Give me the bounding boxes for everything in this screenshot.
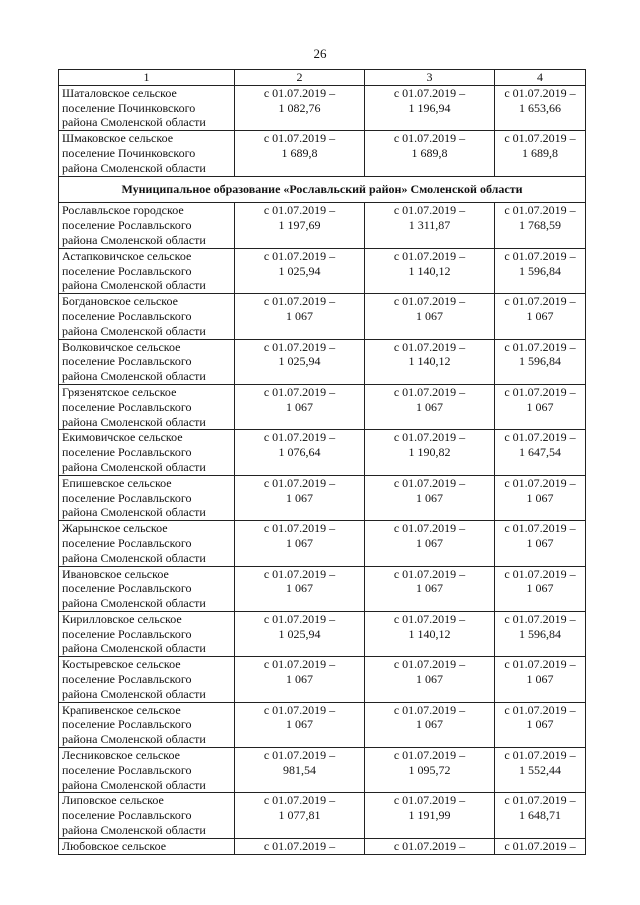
settlement-name-line: района Смоленской области [62,641,206,656]
cell-line: 1 067 [416,490,443,505]
cell-line: с 01.07.2019 – [263,475,336,490]
cell-line: с 01.07.2019 – [263,85,336,100]
settlement-name-line: поселение Рославльского [62,535,192,550]
tariff-value-cell [365,430,495,475]
settlement-name-line: Шмаковское сельское [62,131,174,146]
cell-line: 1 596,84 [519,354,561,369]
settlement-name-line: поселение Рославльского [62,490,192,505]
table-header-row [59,70,586,86]
table-row [59,838,586,854]
tariff-value-cell [235,248,365,293]
cell-line: с 01.07.2019 – [504,294,576,309]
table-row [59,657,586,702]
cell-line: с 01.07.2019 – [263,793,336,808]
cell-line: 1 196,94 [408,100,451,115]
settlement-name-line: Ивановское сельское [62,566,169,581]
settlement-name-line: Екимовичское сельское [62,430,183,445]
cell-line: 1 067 [416,581,443,596]
cell-line: с 01.07.2019 – [504,248,576,263]
table-row [59,702,586,747]
settlement-name-line: района Смоленской области [62,115,206,130]
table-row [59,384,586,429]
tariff-value-cell [235,339,365,384]
table-row [59,203,586,248]
tariff-value-cell [235,384,365,429]
settlement-name-cell [59,521,235,566]
cell-line: 1 648,71 [519,808,561,823]
settlement-name-line: района Смоленской области [62,160,206,175]
settlement-name-line: поселение Рославльского [62,581,192,596]
table-row [59,566,586,611]
settlement-name-line: поселение Рославльского [62,762,192,777]
cell-line: 1 067 [526,399,554,414]
cell-line: 1 067 [286,672,313,687]
table-row [59,521,586,566]
settlement-name-cell [59,430,235,475]
cell-line: с 01.07.2019 – [263,131,336,146]
settlement-name-cell [59,384,235,429]
settlement-name-line: Богдановское сельское [62,294,178,309]
settlement-name-line: поселение Рославльского [62,445,192,460]
tariff-value-cell [495,566,586,611]
cell-line: с 01.07.2019 – [393,85,466,100]
settlement-name-line: поселение Рославльского [62,626,192,641]
cell-line: 1 647,54 [519,445,561,460]
tariff-value-cell [235,85,365,130]
tariff-value-cell [495,384,586,429]
cell-line: с 01.07.2019 – [263,566,336,581]
settlement-name-line: поселение Рославльского [62,308,192,323]
tariff-value-cell [365,294,495,339]
tariff-value-cell [365,793,495,838]
tariff-value-cell [235,611,365,656]
settlement-name-line: Волковичское сельское [62,339,181,354]
tariff-value-cell [495,793,586,838]
settlement-name-cell [59,131,235,176]
cell-line: 1 067 [286,581,313,596]
settlement-name-line: района Смоленской области [62,596,206,611]
cell-line: 1 067 [416,672,443,687]
cell-line: с 01.07.2019 – [263,702,336,717]
tariff-value-cell [365,339,495,384]
table-row [59,294,586,339]
cell-line: 1 067 [416,399,443,414]
settlement-name-line: поселение Рославльского [62,218,192,233]
settlement-name-line: поселение Починковского [62,100,196,115]
settlement-name-line: Жарынское сельское [62,521,168,536]
cell-line: 1 197,69 [278,218,321,233]
settlement-name-line: района Смоленской области [62,686,206,701]
cell-line: с 01.07.2019 – [393,748,466,763]
tariff-value-cell [365,566,495,611]
tariff-value-cell [495,521,586,566]
cell-line: 1 768,59 [519,218,561,233]
settlement-name-cell [59,611,235,656]
cell-line: с 01.07.2019 – [504,657,576,672]
cell-line: с 01.07.2019 – [504,521,576,536]
section-title: Муниципальное образование «Рославльский район» Смоленской области [59,176,586,203]
settlement-name-cell [59,838,235,854]
cell-line: 1 025,94 [278,263,321,278]
cell-line: с 01.07.2019 – [263,294,336,309]
settlement-name-cell [59,566,235,611]
cell-line: 1 191,99 [408,808,451,823]
tariff-value-cell [235,521,365,566]
cell-line: с 01.07.2019 – [393,430,466,445]
table-row [59,611,586,656]
settlement-name-line: района Смоленской области [62,278,206,293]
settlement-name-line: района Смоленской области [62,823,206,838]
cell-line: 1 190,82 [408,445,451,460]
settlement-name-line: Кирилловское сельское [62,611,182,626]
column-header: 2 [235,70,365,86]
cell-line: с 01.07.2019 – [393,566,466,581]
tariff-value-cell [495,248,586,293]
cell-line: с 01.07.2019 – [504,384,576,399]
settlement-name-line: района Смоленской области [62,777,206,792]
settlement-name-line: района Смоленской области [62,369,206,384]
settlement-name-line: поселение Рославльского [62,399,192,414]
tariff-value-cell [365,384,495,429]
cell-line: с 01.07.2019 – [393,521,466,536]
tariff-value-cell [235,475,365,520]
settlement-name-line: поселение Рославльского [62,263,192,278]
tariff-value-cell [365,85,495,130]
settlement-name-line: поселение Рославльского [62,808,192,823]
settlement-name-line: района Смоленской области [62,459,206,474]
cell-line: 1 025,94 [278,354,321,369]
cell-line: 1 067 [286,717,313,732]
cell-line: с 01.07.2019 – [263,430,336,445]
cell-line: 1 067 [286,399,313,414]
settlement-name-line: Грязенятское сельское [62,384,177,399]
tariff-value-cell [495,702,586,747]
tariff-value-cell [235,838,365,854]
table-row [59,339,586,384]
settlement-name-cell [59,793,235,838]
tariff-value-cell [235,657,365,702]
tariff-value-cell [495,748,586,793]
tariff-value-cell [235,131,365,176]
tariff-value-cell [365,521,495,566]
cell-line: с 01.07.2019 – [263,611,336,626]
tariff-value-cell [495,203,586,248]
cell-line: 1 067 [526,535,554,550]
tariff-value-cell [365,203,495,248]
cell-line: 1 067 [526,672,554,687]
table-row [59,748,586,793]
cell-line: 1 140,12 [408,626,451,641]
table-row [59,131,586,176]
cell-line: с 01.07.2019 – [263,521,336,536]
table-row [59,475,586,520]
settlement-name-line: Рославльское городское [62,203,184,218]
cell-line: 1 025,94 [278,626,321,641]
settlement-name-line: поселение Рославльского [62,354,192,369]
settlement-name-line: района Смоленской области [62,732,206,747]
cell-line: 1 552,44 [519,762,561,777]
cell-line: 1 653,66 [519,100,561,115]
tariff-value-cell [495,294,586,339]
tariff-value-cell [495,339,586,384]
cell-line: с 01.07.2019 – [504,748,576,763]
settlement-name-line: Астапковичское сельское [62,248,192,263]
cell-line: с 01.07.2019 – [504,430,576,445]
tariff-value-cell [365,131,495,176]
cell-line: с 01.07.2019 – [504,339,576,354]
column-header: 4 [495,70,586,86]
cell-line: 1 067 [416,717,443,732]
tariff-value-cell [495,611,586,656]
cell-line: 1 076,64 [278,445,321,460]
cell-line: с 01.07.2019 – [263,203,336,218]
cell-line: 1 067 [416,535,443,550]
tariff-value-cell [235,793,365,838]
cell-line: с 01.07.2019 – [393,248,466,263]
settlement-name-line: Костыревское сельское [62,657,181,672]
cell-line: с 01.07.2019 – [393,475,466,490]
column-header: 3 [365,70,495,86]
cell-line: с 01.07.2019 – [393,384,466,399]
tariff-value-cell [495,657,586,702]
settlement-name-cell [59,294,235,339]
settlement-name-line: района Смоленской области [62,323,206,338]
cell-line: с 01.07.2019 – [393,611,466,626]
cell-line: 1 067 [526,581,554,596]
cell-line: с 01.07.2019 – [504,131,576,146]
cell-line: с 01.07.2019 – [504,566,576,581]
settlement-name-line: района Смоленской области [62,232,206,247]
settlement-name-cell [59,248,235,293]
cell-line: с 01.07.2019 – [393,793,466,808]
tariff-value-cell [365,611,495,656]
cell-line: с 01.07.2019 – [393,339,466,354]
settlement-name-cell [59,748,235,793]
cell-line: 1 082,76 [278,100,321,115]
cell-line: 1 689,8 [281,145,318,160]
settlement-name-line: Липовское сельское [62,793,164,808]
cell-line: 1 077,81 [278,808,321,823]
tariff-value-cell [235,702,365,747]
cell-line: 1 067 [286,535,313,550]
tariff-value-cell [235,203,365,248]
settlement-name-line: поселение Починковского [62,145,196,160]
cell-line: 1 689,8 [411,145,448,160]
cell-line: 1 067 [526,490,554,505]
column-header: 1 [59,70,235,86]
settlement-name-line: района Смоленской области [62,505,206,520]
cell-line: с 01.07.2019 – [263,248,336,263]
settlement-name-cell [59,475,235,520]
cell-line: 1 596,84 [519,626,561,641]
cell-line: с 01.07.2019 – [393,657,466,672]
cell-line: 1 067 [526,717,554,732]
cell-line: с 01.07.2019 – [504,475,576,490]
cell-line: 1 140,12 [408,263,451,278]
cell-line: 1 095,72 [408,762,451,777]
tariff-value-cell [495,430,586,475]
page-number: 26 [313,46,327,61]
settlement-name-line: Любовское сельское [62,838,167,853]
tariff-value-cell [235,430,365,475]
cell-line: с 01.07.2019 – [263,838,336,853]
table-row [59,85,586,130]
tariff-value-cell [235,294,365,339]
cell-line: 1 596,84 [519,263,561,278]
cell-line: с 01.07.2019 – [263,384,336,399]
tariff-value-cell [235,748,365,793]
settlement-name-line: района Смоленской области [62,550,206,565]
tariff-value-cell [365,475,495,520]
cell-line: с 01.07.2019 – [393,838,466,853]
tariff-value-cell [495,85,586,130]
settlement-name-line: Крапивенское сельское [62,702,181,717]
cell-line: с 01.07.2019 – [263,657,336,672]
cell-line: с 01.07.2019 – [504,203,576,218]
cell-line: с 01.07.2019 – [393,131,466,146]
settlement-name-line: Шаталовское сельское [62,85,177,100]
settlement-name-cell [59,203,235,248]
settlement-name-cell [59,339,235,384]
table-row [59,430,586,475]
cell-line: с 01.07.2019 – [504,838,576,853]
tariff-value-cell [495,838,586,854]
cell-line: с 01.07.2019 – [263,339,336,354]
settlement-name-line: поселение Рославльского [62,672,192,687]
settlement-name-cell [59,85,235,130]
cell-line: с 01.07.2019 – [504,611,576,626]
settlement-name-line: поселение Рославльского [62,717,192,732]
cell-line: 1 067 [416,308,443,323]
cell-line: с 01.07.2019 – [504,85,576,100]
tariff-table [58,69,586,855]
section-row [59,176,586,203]
tariff-value-cell [495,131,586,176]
cell-line: с 01.07.2019 – [504,702,576,717]
tariff-value-cell [365,248,495,293]
settlement-name-cell [59,702,235,747]
settlement-name-line: Епишевское сельское [62,475,172,490]
cell-line: с 01.07.2019 – [393,203,466,218]
tariff-value-cell [365,702,495,747]
settlement-name-line: Лесниковское сельское [62,748,180,763]
cell-line: 1 140,12 [408,354,451,369]
cell-line: 1 689,8 [522,145,558,160]
cell-line: 1 067 [286,490,313,505]
tariff-value-cell [365,657,495,702]
tariff-value-cell [495,475,586,520]
table-row [59,248,586,293]
tariff-value-cell [365,748,495,793]
cell-line: 1 067 [286,308,313,323]
cell-line: с 01.07.2019 – [393,294,466,309]
settlement-name-cell [59,657,235,702]
tariff-value-cell [365,838,495,854]
tariff-value-cell [235,566,365,611]
table-row [59,793,586,838]
cell-line: 1 067 [526,308,554,323]
cell-line: с 01.07.2019 – [263,748,336,763]
cell-line: с 01.07.2019 – [393,702,466,717]
settlement-name-line: района Смоленской области [62,414,206,429]
cell-line: с 01.07.2019 – [504,793,576,808]
cell-line: 981,54 [283,762,316,777]
cell-line: 1 311,87 [408,218,451,233]
